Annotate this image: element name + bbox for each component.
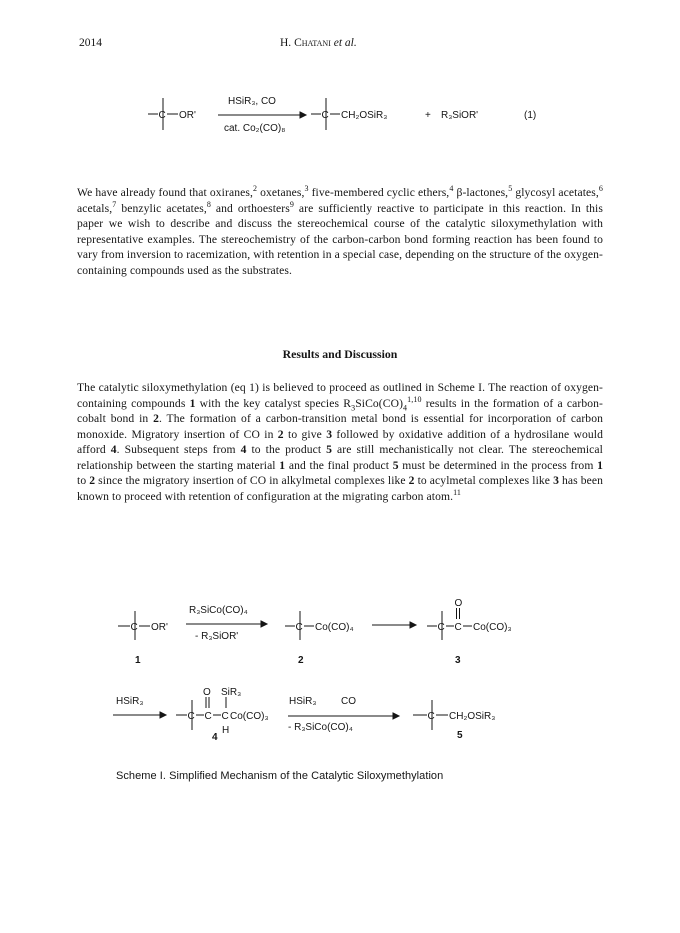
scheme-cobalt-group: Co(CO)₄ [315,622,354,633]
scheme-or-group: OR' [151,622,168,633]
paragraph-1: We have already found that oxiranes,$^2$ oxetanes,$^3$ five-membered cyclic ethers,$^4$ β-lactones,$^5$ glycosyl acetates,$^6$ acetals,$^7$ benzylic acetates,$^8$ and orthoesters$^9$ are sufficiently reactive to participate in this reaction. In this paper we wish to describe and discuss the stereochemical course of the catalytic siloxymethylation with representative examples. The stereochemistry of the carbon-carbon bond forming reaction has been found to vary from inversion to racemization, with retention in a special case, depending on the structure of the oxygen-containing compounds used as the substrates. [77,184,604,277]
eq1-product-2: R₃SiOR' [441,110,479,121]
intermediate-hydride: H [222,725,230,736]
eq1-product-1: CH₂OSiR₃ [341,110,388,121]
intermediate-cobalt: Co(CO)₃ [230,711,269,722]
paragraph-2: The catalytic siloxymethylation (eq 1) is believed to proceed as outlined in Scheme I. The reaction of oxygen-containing compounds 1 with the key catalyst species $R_3SiCo(CO)_4^{1,10}$ results in the formation of a carbon-cobalt bond in 2. The formation of a carbon-transition metal bond is essential for incorporation of carbon monoxide. Migratory insertion of CO in 2 to give 3 followed by oxidative addition of a hydrosilane would afford 4. Subsequent steps from 4 to the product 5 are still mechanistically not clear. The stereochemical relationship between the starting material 1 and the final product 5 must be determined in the process from 1 to 2 since the migratory insertion of CO in alkylmetal complexes like 2 to acylmetal complexes like 3 has been known to proceed with retention of configuration at the migrating carbon atom.$^{11}$ [77,381,604,503]
arrow-head [261,621,267,627]
compound-label-5: 5 [457,730,463,741]
compound-label-2: 2 [298,655,304,666]
compound-label-3: 3 [455,655,461,666]
scheme-product: CH₂OSiR₃ [449,711,496,722]
et-al: et al. [333,37,357,49]
svg-text:C: C [454,622,462,633]
scheme-row-1 [118,598,512,666]
eq1-reactant: OR' [179,110,196,121]
scheme-hydrosilane: HSiR₃ [116,696,144,707]
scheme-elimination: - R₃SiCo(CO)₄ [288,722,353,733]
arrow-head [410,622,416,628]
section-heading: Results and Discussion [282,347,398,361]
svg-text:C: C [295,622,303,633]
svg-text:C: C [321,110,329,121]
equation-number: (1) [524,110,537,121]
svg-text:C: C [130,622,138,633]
svg-text:C: C [221,711,229,722]
scheme-reagent-top: R₃SiCo(CO)₄ [189,605,248,616]
acyl-oxygen: O [454,598,463,609]
scheme-acyl-cobalt: Co(CO)₃ [473,622,512,633]
arrow-head [300,112,306,118]
scheme-co: CO [341,696,356,707]
intermediate-oxygen: O [203,687,211,698]
eq1-reagent-bottom: cat. Co₂(CO)₈ [224,123,286,134]
arrow-head [393,713,399,719]
eq1-plus: + [425,110,431,121]
author-surname: Chatani [294,37,331,49]
scheme-caption: Scheme I. Simplified Mechanism of the Catalytic Siloxymethylation [116,770,444,782]
svg-text:C: C [204,711,212,722]
scheme-reagent-bottom: - R₃SiOR' [195,631,239,642]
arrow-head [160,712,166,718]
author-initial: H. [280,37,295,49]
intermediate-silyl: SiR₃ [221,687,242,698]
page-number: 2014 [79,37,102,49]
svg-text:C: C [158,110,166,121]
compound-label-4: 4 [212,732,218,743]
equation-1 [148,96,536,134]
svg-text:C: C [437,622,445,633]
scheme-hydrosilane-2: HSiR₃ [289,696,317,707]
svg-text:C: C [427,711,435,722]
svg-text:C: C [187,711,195,722]
scheme-row-2 [113,687,495,743]
compound-label-1: 1 [135,655,141,666]
eq1-reagent-top: HSiR₃, CO [228,96,276,107]
